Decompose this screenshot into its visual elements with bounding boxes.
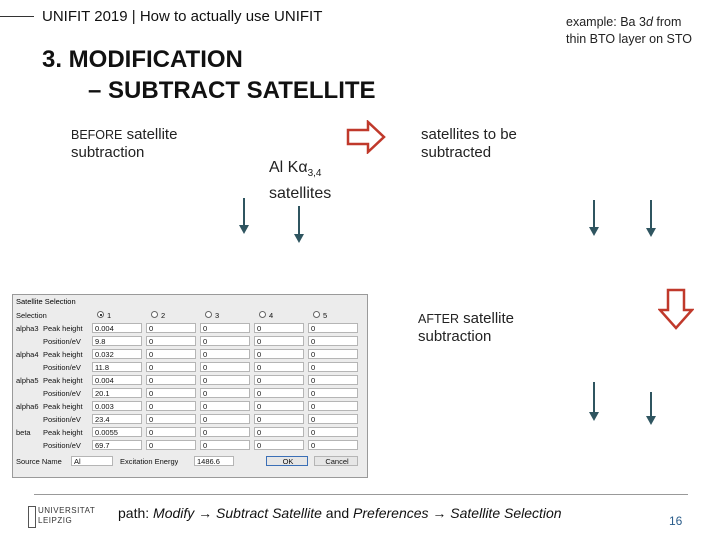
- footer-rule: [34, 494, 688, 495]
- after-rest: satellite: [458, 310, 515, 327]
- example-caption: [566, 14, 692, 48]
- title-line2: – SUBTRACT SATELLITE: [88, 77, 376, 104]
- radio-4-label: 4: [269, 311, 274, 320]
- row-param-label: Peak height: [43, 324, 83, 333]
- value-field[interactable]: 0: [254, 349, 304, 359]
- value-field[interactable]: 0.0055: [92, 427, 142, 437]
- value-field[interactable]: 0: [254, 323, 304, 333]
- value-field[interactable]: 23.4: [92, 414, 142, 424]
- row-group-label: [16, 362, 42, 373]
- alk-line2: satellites: [269, 185, 332, 203]
- radio-5[interactable]: [313, 311, 320, 318]
- value-field[interactable]: 0: [200, 349, 250, 359]
- example-line2: thin BTO layer on STO: [566, 32, 692, 46]
- menu-path: [118, 505, 562, 521]
- value-field[interactable]: 0: [200, 388, 250, 398]
- table-row: [16, 362, 364, 373]
- after-caps: AFTER: [418, 312, 459, 326]
- page-title: [42, 44, 376, 106]
- radio-2-label: 2: [161, 311, 166, 320]
- value-field[interactable]: 0: [254, 440, 304, 450]
- excitation-energy-input[interactable]: 1486.6: [194, 456, 234, 466]
- path-mid: and: [321, 505, 354, 521]
- value-field[interactable]: 0: [308, 414, 358, 424]
- table-row: [16, 388, 364, 399]
- header-rule: [0, 16, 34, 17]
- example-line1: example: Ba 3: [566, 15, 646, 29]
- dialog-title: Satellite Selection: [16, 297, 76, 306]
- value-field[interactable]: 0: [308, 388, 358, 398]
- value-field[interactable]: 0: [254, 401, 304, 411]
- value-field[interactable]: 0: [254, 362, 304, 372]
- value-field[interactable]: 0: [146, 414, 196, 424]
- value-field[interactable]: 0.032: [92, 349, 142, 359]
- table-row: [16, 375, 364, 386]
- table-row: [16, 414, 364, 425]
- source-name-input[interactable]: Al: [71, 456, 113, 466]
- value-field[interactable]: 0.004: [92, 375, 142, 385]
- row-param-label: Peak height: [43, 402, 83, 411]
- value-field[interactable]: 0: [308, 427, 358, 437]
- row-group-label: alpha3: [16, 324, 39, 333]
- value-field[interactable]: 0: [254, 427, 304, 437]
- seal-icon: [28, 506, 36, 528]
- radio-5-label: 5: [323, 311, 328, 320]
- down-arrow-icon: [658, 288, 694, 330]
- value-field[interactable]: 0: [308, 401, 358, 411]
- value-field[interactable]: 0: [200, 401, 250, 411]
- alk-sub: 3,4: [307, 168, 322, 180]
- value-field[interactable]: 0: [200, 414, 250, 424]
- energy-label: Excitation Energy: [120, 457, 179, 466]
- value-field[interactable]: 0: [308, 362, 358, 372]
- value-field[interactable]: 0.004: [92, 323, 142, 333]
- path-b: Preferences → Satellite Selection: [353, 505, 562, 521]
- row-group-label: [16, 414, 42, 425]
- ok-button[interactable]: OK: [266, 456, 308, 466]
- value-field[interactable]: 0: [146, 401, 196, 411]
- before-caps: BEFORE: [71, 128, 123, 142]
- value-field[interactable]: 0: [200, 362, 250, 372]
- uni-line1: UNIVERSITAT: [38, 506, 96, 515]
- source-label: Source Name: [16, 457, 62, 466]
- value-field[interactable]: 0: [254, 375, 304, 385]
- radio-3-label: 3: [215, 311, 220, 320]
- value-field[interactable]: 9.8: [92, 336, 142, 346]
- university-logo: [38, 506, 95, 526]
- alk-main: Al Kα: [269, 159, 308, 176]
- value-field[interactable]: 0: [308, 323, 358, 333]
- value-field[interactable]: 0.003: [92, 401, 142, 411]
- header: [42, 8, 322, 25]
- to-sub-line1: satellites to be: [421, 126, 517, 143]
- cancel-button[interactable]: Cancel: [314, 456, 358, 466]
- row-param-label: Position/eV: [43, 441, 81, 450]
- radio-2[interactable]: [151, 311, 158, 318]
- value-field[interactable]: 0: [200, 336, 250, 346]
- before-rest: satellite: [122, 126, 178, 143]
- row-param-label: Position/eV: [43, 363, 81, 372]
- after-note: [418, 310, 514, 346]
- to-subtract-note: [421, 126, 517, 162]
- value-field[interactable]: 0: [146, 440, 196, 450]
- row-param-label: Peak height: [43, 350, 83, 359]
- table-row: [16, 401, 364, 412]
- value-field[interactable]: 0: [146, 362, 196, 372]
- table-row: [16, 323, 364, 334]
- radio-1-label: 1: [107, 311, 112, 320]
- value-field[interactable]: 20.1: [92, 388, 142, 398]
- row-param-label: Position/eV: [43, 389, 81, 398]
- alk-note: [269, 158, 331, 204]
- value-field[interactable]: 0: [146, 323, 196, 333]
- value-field[interactable]: 11.8: [92, 362, 142, 372]
- value-field[interactable]: 0: [254, 414, 304, 424]
- example-italic: d: [645, 15, 653, 29]
- value-field[interactable]: 0: [308, 349, 358, 359]
- value-field[interactable]: 0: [308, 336, 358, 346]
- row-param-label: Position/eV: [43, 415, 81, 424]
- row-group-label: alpha5: [16, 376, 39, 385]
- path-a: Modify → Subtract Satellite: [153, 505, 322, 521]
- example-line1-end: from: [652, 15, 682, 29]
- before-line2: subtraction: [71, 144, 145, 161]
- value-field[interactable]: 0: [200, 440, 250, 450]
- value-field[interactable]: 0: [254, 388, 304, 398]
- value-field[interactable]: 0: [200, 427, 250, 437]
- value-field[interactable]: 0: [200, 375, 250, 385]
- value-field[interactable]: 0: [146, 388, 196, 398]
- table-row: [16, 349, 364, 360]
- satellite-selection-dialog: [12, 294, 368, 478]
- table-row: [16, 427, 364, 438]
- value-field[interactable]: 0: [146, 349, 196, 359]
- value-field[interactable]: 0: [200, 323, 250, 333]
- row-param-label: Peak height: [43, 376, 83, 385]
- table-row: [16, 440, 364, 451]
- row-group-label: [16, 440, 42, 451]
- row-param-label: Position/eV: [43, 337, 81, 346]
- page-number: 16: [669, 514, 683, 528]
- row-param-label: Peak height: [43, 428, 83, 437]
- selection-row: [16, 310, 364, 321]
- table-row: [16, 336, 364, 347]
- value-field[interactable]: 0: [146, 336, 196, 346]
- right-arrow-icon: [346, 120, 386, 154]
- row-group-label: alpha6: [16, 402, 39, 411]
- selection-label: Selection: [16, 311, 47, 320]
- value-field[interactable]: 0: [254, 336, 304, 346]
- row-group-label: beta: [16, 428, 31, 437]
- radio-4[interactable]: [259, 311, 266, 318]
- value-field[interactable]: 0: [308, 375, 358, 385]
- after-line2: subtraction: [418, 328, 492, 345]
- radio-3[interactable]: [205, 311, 212, 318]
- value-field[interactable]: 0: [146, 427, 196, 437]
- path-prefix: path:: [118, 505, 154, 521]
- title-line1: 3. MODIFICATION: [42, 46, 243, 73]
- row-group-label: [16, 388, 42, 399]
- uni-line2: LEIPZIG: [38, 516, 73, 525]
- to-sub-line2: subtracted: [421, 144, 492, 161]
- value-field[interactable]: 0: [146, 375, 196, 385]
- value-field[interactable]: 0: [308, 440, 358, 450]
- radio-1[interactable]: [97, 311, 104, 318]
- value-field[interactable]: 69.7: [92, 440, 142, 450]
- row-group-label: alpha4: [16, 350, 39, 359]
- source-row: [16, 456, 364, 467]
- before-note: [71, 126, 177, 162]
- header-title-rest: | How to actually use UNIFIT: [131, 8, 323, 25]
- header-title-bold: UNIFIT 2019: [42, 8, 128, 25]
- row-group-label: [16, 336, 42, 347]
